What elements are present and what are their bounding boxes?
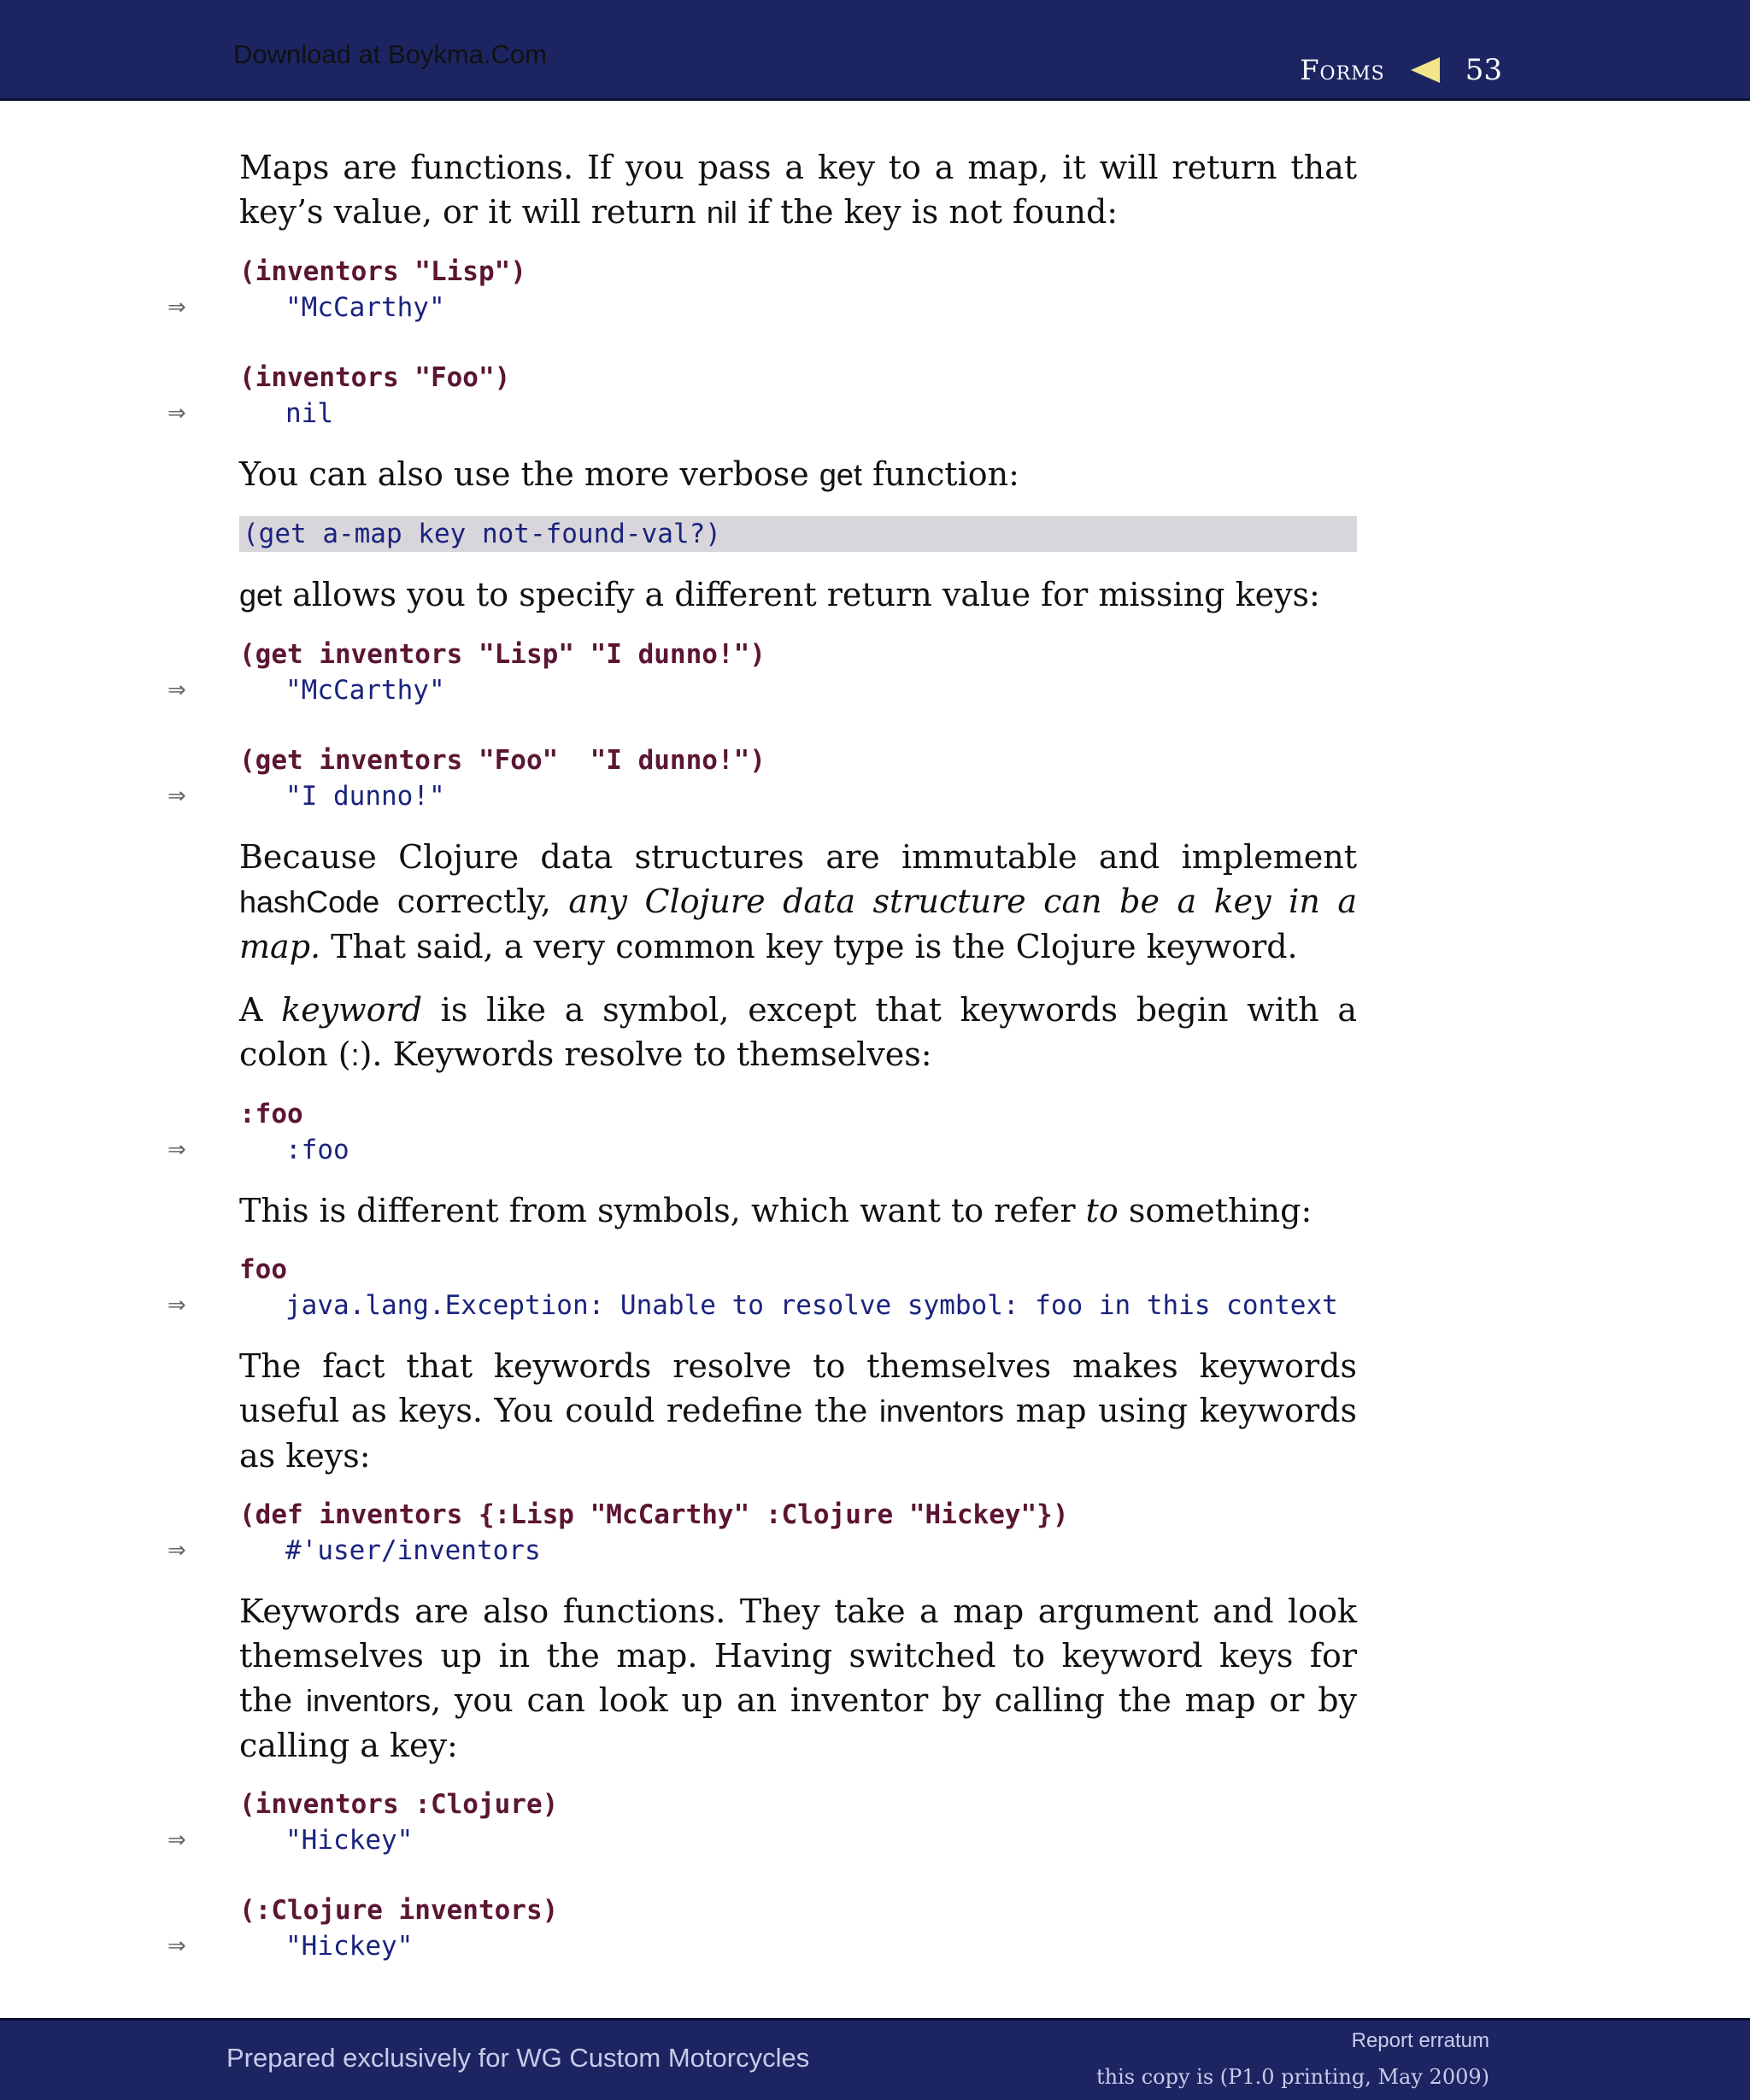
paragraph-keywords-functions: Keywords are also functions. They take a map argument and look themselves up in the map. Having switched to keyword keys for the inventors, you can look up an inventor by calling the map or by calling a key: [239, 1593, 1357, 1764]
prepared-for-text: Prepared exclusively for WG Custom Motorcycles [226, 2043, 810, 2073]
copy-info: this copy is (P1.0 printing, May 2009) [1096, 2065, 1489, 2089]
code-output: ⇒ "McCarthy" [239, 290, 1357, 326]
result-arrow-icon: ⇒ [167, 401, 186, 426]
code-output: ⇒ "McCarthy" [239, 672, 1357, 708]
page-number: 53 [1465, 53, 1502, 87]
result-arrow-icon: ⇒ [167, 1827, 186, 1853]
result-arrow-icon: ⇒ [167, 1538, 186, 1563]
code-output: ⇒ "Hickey" [239, 1822, 1357, 1858]
code-example-keyword-lookup [167, 1786, 1357, 1964]
page-footer [0, 2018, 1750, 2100]
code-input: (:Clojure inventors) [239, 1895, 559, 1926]
code-output: ⇒ #'user/inventors [239, 1533, 1357, 1569]
result-arrow-icon: ⇒ [167, 1933, 186, 1959]
result-arrow-icon: ⇒ [167, 1293, 186, 1318]
code-input: (def inventors {:Lisp "McCarthy" :Clojure "Hickey"}) [239, 1499, 1069, 1530]
code-output: ⇒ "Hickey" [239, 1928, 1357, 1964]
paragraph-immutable-keys: Because Clojure data structures are immutable and implement hashCode correctly, any Clojure data structure can be a key in a map. That said, a very common key type is the Clojure keyword. [239, 838, 1358, 965]
code-example-get [167, 636, 1357, 814]
code-output: ⇒ nil [239, 396, 1357, 431]
code-input: (inventors "Foo") [239, 362, 511, 393]
section-title: Forms [1300, 54, 1385, 86]
code-example-def [167, 1497, 1357, 1569]
result-arrow-icon: ⇒ [167, 295, 186, 320]
paragraph-get-function: You can also use the more verbose get function: [239, 455, 1019, 493]
result-arrow-icon: ⇒ [167, 783, 186, 809]
code-example-keyword [167, 1096, 1357, 1168]
code-input: (get inventors "Foo" "I dunno!") [239, 745, 766, 776]
paragraph-symbols: This is different from symbols, which want to refer to something: [239, 1192, 1312, 1229]
get-signature: (get a-map key not-found-val?) [239, 516, 1357, 552]
download-watermark: Download at Boykma.Com [233, 39, 547, 69]
code-input: foo [239, 1254, 287, 1285]
paragraph-maps-are-functions: Maps are functions. If you pass a key to a map, it will return that key’s value, or it will return nil if the key is not found: [239, 149, 1357, 231]
code-example-inventors-lookup [167, 254, 1357, 431]
running-head [1300, 53, 1502, 87]
code-input: (inventors "Lisp") [239, 256, 526, 287]
paragraph-keyword: A keyword is like a symbol, except that keywords begin with a colon (:). Keywords resolve to themselves: [239, 991, 1357, 1073]
page-content [167, 145, 1358, 1985]
result-arrow-icon: ⇒ [167, 1137, 186, 1163]
code-output: ⇒ java.lang.Exception: Unable to resolve symbol: foo in this context [239, 1288, 1357, 1323]
back-triangle-icon[interactable] [1411, 57, 1440, 83]
paragraph-keywords-as-keys: The fact that keywords resolve to themselves makes keywords useful as keys. You could redefine the inventors map using keywords as keys: [239, 1347, 1357, 1475]
code-output: ⇒ :foo [239, 1132, 1357, 1168]
paragraph-get-default: get allows you to specify a different return value for missing keys: [239, 576, 1320, 613]
code-example-symbol [167, 1252, 1357, 1323]
report-erratum-link[interactable]: Report erratum [1351, 2029, 1489, 2052]
page-header [0, 0, 1750, 101]
code-input: (get inventors "Lisp" "I dunno!") [239, 639, 766, 670]
code-output: ⇒ "I dunno!" [239, 778, 1357, 814]
code-input: :foo [239, 1099, 303, 1129]
code-input: (inventors :Clojure) [239, 1789, 559, 1820]
result-arrow-icon: ⇒ [167, 678, 186, 703]
